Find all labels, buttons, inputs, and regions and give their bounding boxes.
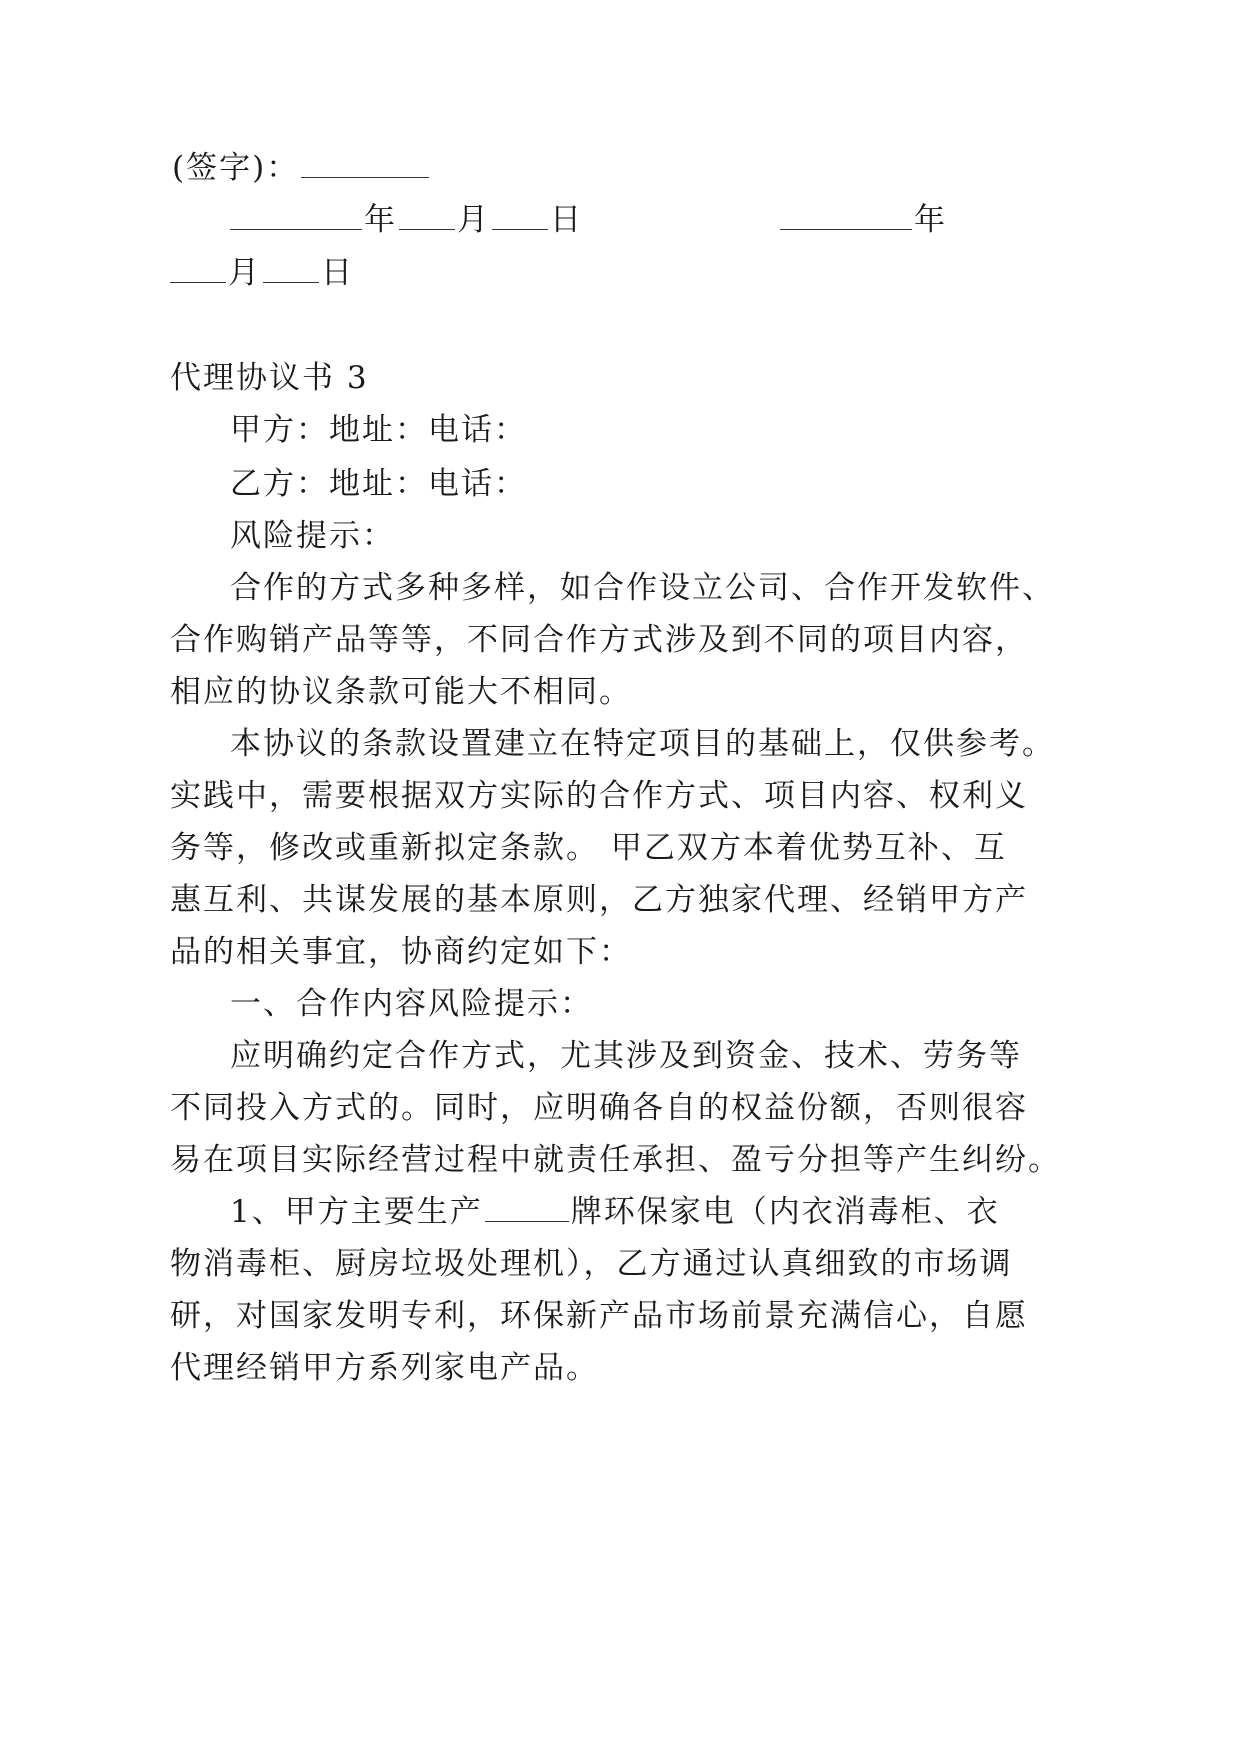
party-a-line: 甲方：地址：电话： [230, 412, 527, 448]
p2-line-5: 品的相关事宜，协商约定如下： [170, 934, 632, 970]
p2-line-3: 务等，修改或重新拟定条款。 甲乙双方本着优势互补、互 [170, 830, 1007, 866]
party-b-line: 乙方：地址：电话： [230, 466, 527, 502]
p1-line-3: 相应的协议条款可能大不相同。 [170, 674, 632, 710]
month-blank-a [399, 205, 455, 230]
day-label-a: 日 [550, 202, 583, 238]
p4-line-2: 物消毒柜、厨房垃圾处理机），乙方通过认真细致的市场调 [170, 1246, 1013, 1282]
p1-line-1: 合作的方式多种多样，如合作设立公司、合作开发软件、 [230, 570, 1055, 606]
year-blank-b [780, 205, 912, 230]
signature-line [172, 150, 431, 187]
month-blank-b [170, 258, 226, 283]
document-title: 代理协议书 3 [170, 360, 369, 396]
brand-blank [485, 1197, 569, 1222]
p4-line-1 [230, 1194, 1000, 1231]
day-label-b: 日 [321, 255, 354, 291]
p3-line-3: 易在项目实际经营过程中就责任承担、盈亏分担等产生纠纷。 [170, 1142, 1061, 1178]
day-blank-b [263, 258, 319, 283]
day-blank-a [492, 205, 548, 230]
year-label-a: 年 [364, 202, 397, 238]
year-blank-a [230, 205, 362, 230]
date-line-a [228, 202, 583, 239]
year-label-b: 年 [914, 202, 947, 238]
p2-line-1: 本协议的条款设置建立在特定项目的基础上，仅供参考。 [230, 726, 1055, 762]
p2-line-2: 实践中，需要根据双方实际的合作方式、项目内容、权利义 [170, 778, 1028, 814]
p4-suffix: 牌环保家电（内衣消毒柜、衣 [570, 1194, 1000, 1230]
month-label-a: 月 [457, 202, 490, 238]
p1-line-2: 合作购销产品等等，不同合作方式涉及到不同的项目内容， [170, 622, 1028, 658]
signature-label: (签字)： [172, 150, 300, 186]
section1-heading: 一、合作内容风险提示： [230, 986, 593, 1022]
p4-line-3: 研，对国家发明专利，环保新产品市场前景充满信心，自愿 [170, 1298, 1028, 1334]
risk-heading: 风险提示： [230, 518, 395, 554]
p4-line-4: 代理经销甲方系列家电产品。 [170, 1350, 599, 1386]
date-line-b-year [778, 202, 947, 239]
month-label-b: 月 [228, 255, 261, 291]
p3-line-1: 应明确约定合作方式，尤其涉及到资金、技术、劳务等 [230, 1038, 1022, 1074]
signature-blank [301, 153, 429, 178]
date-line-b-monthday [168, 255, 354, 292]
p2-line-4: 惠互利、共谋发展的基本原则，乙方独家代理、经销甲方产 [170, 882, 1028, 918]
p4-prefix: 1、甲方主要生产 [230, 1194, 483, 1230]
p3-line-2: 不同投入方式的。同时，应明确各自的权益份额，否则很容 [170, 1090, 1028, 1126]
